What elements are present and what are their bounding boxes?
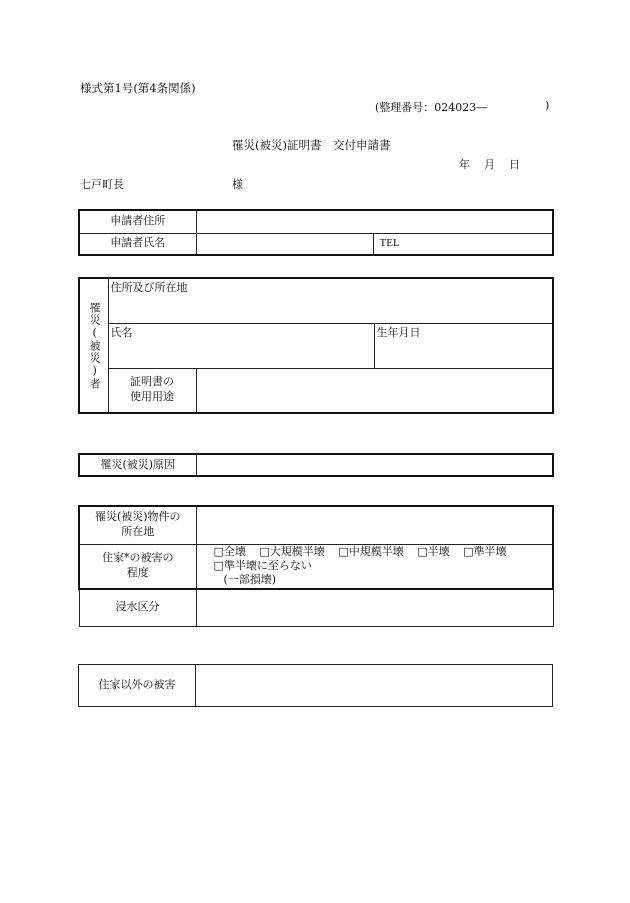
document-title: 罹災(被災)証明書 交付申請書	[232, 138, 391, 152]
damage-option-medium-half[interactable]: □中規模半壊	[338, 544, 404, 558]
victim-birth-label: 生年月日	[376, 325, 421, 339]
victim-name-label: 氏名	[110, 325, 133, 339]
damage-option-partial-note: (一部損壊)	[223, 573, 277, 587]
cause-label: 罹災(被災)原因	[79, 454, 196, 476]
flood-label: 浸水区分	[79, 589, 196, 626]
victim-side-label: 罹災(被災)者	[88, 301, 102, 390]
damage-option-below-semi-half[interactable]: □準半壊に至らない	[213, 559, 312, 573]
victim-table	[78, 277, 554, 414]
other-damage-field[interactable]	[196, 665, 553, 707]
applicant-name-label: 申請者氏名	[79, 233, 196, 255]
property-table	[78, 505, 554, 627]
date-month: 月	[484, 158, 495, 171]
property-damage-options	[196, 544, 553, 589]
addressee-name: 七戸町長	[80, 178, 124, 191]
serial-number-close: )	[545, 99, 550, 112]
addressee-honorific: 様	[232, 178, 243, 191]
victim-address-label: 住所及び所在地	[110, 281, 188, 294]
date-day: 日	[509, 158, 520, 171]
damage-option-semi-half[interactable]: □準半壊	[463, 544, 507, 558]
other-damage-table	[78, 664, 553, 707]
victim-use-label-line1: 証明書の	[130, 375, 174, 389]
cause-field[interactable]	[196, 454, 553, 476]
damage-option-half[interactable]: □半壊	[417, 544, 450, 558]
victim-use-field[interactable]	[196, 368, 553, 413]
other-damage-label: 住家以外の被害	[79, 665, 196, 707]
applicant-name-field[interactable]	[196, 233, 373, 255]
form-number: 様式第1号(第4条関係)	[80, 81, 196, 95]
property-location-field[interactable]	[196, 506, 553, 544]
victim-side-label-cell	[79, 278, 108, 413]
victim-name-field[interactable]	[108, 323, 374, 368]
damage-option-large-half[interactable]: □大規模半壊	[259, 544, 325, 558]
property-damage-label-line1: 住家*の被害の	[102, 551, 174, 565]
serial-number-label: (整理番号：024023―	[375, 101, 488, 114]
victim-use-label-cell	[108, 368, 196, 413]
applicant-address-label: 申請者住所	[79, 210, 196, 233]
property-location-label-cell	[79, 506, 196, 544]
property-damage-label-line2: 程度	[126, 566, 149, 580]
victim-use-label-line2: 使用用途	[130, 390, 174, 404]
applicant-tel-label[interactable]: TEL	[373, 233, 553, 255]
victim-address-field[interactable]	[108, 278, 553, 323]
property-location-label-line2: 所在地	[121, 525, 155, 539]
applicant-address-field[interactable]	[196, 210, 553, 233]
property-location-label-line1: 罹災(被災)物件の	[94, 510, 181, 524]
cause-table	[78, 453, 554, 477]
applicant-table	[78, 209, 554, 256]
date-year: 年	[459, 158, 470, 171]
property-damage-label-cell	[79, 544, 196, 589]
victim-birth-field[interactable]	[374, 323, 553, 368]
flood-field[interactable]	[196, 589, 553, 626]
damage-option-total-collapse[interactable]: □全壊	[213, 544, 246, 558]
